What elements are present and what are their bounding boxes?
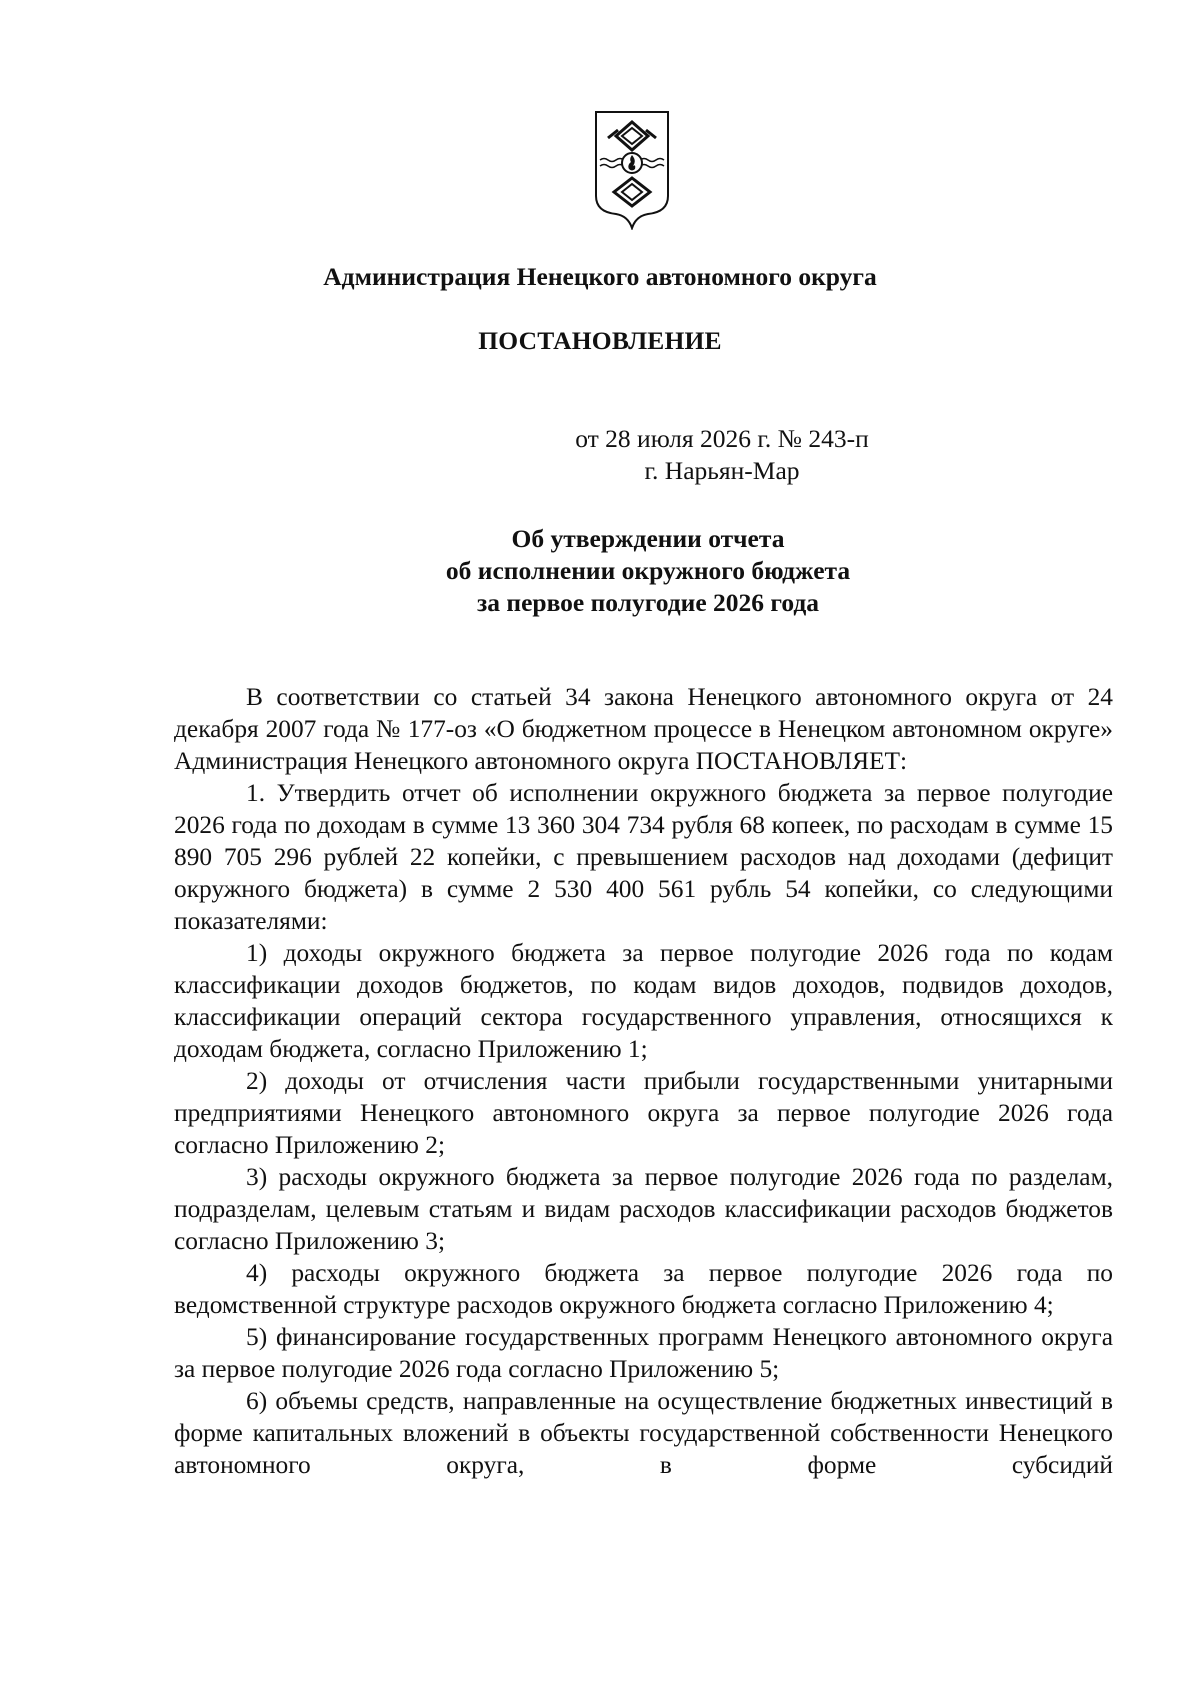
coat-of-arms-icon: [592, 108, 672, 230]
document-date-number: от 28 июля 2026 г. № 243-п: [575, 424, 869, 453]
organization-name: Администрация Ненецкого автономного округа: [323, 262, 877, 291]
body-paragraph: 1. Утвердить отчет об исполнении окружного бюджета за первое полугодие 2026 года по доходам в сумме 13 360 304 734 рубля 68 копеек, по расходам в сумме 15 890 705 296 рублей 22 копейки, с превышением расходов над доходами (дефицит окружного бюджета) в сумме 2 530 400 561 рубль 54 копейки, со следующими показателями:: [174, 779, 1113, 935]
document-body: [174, 681, 1113, 1481]
body-paragraph: В соответствии со статьей 34 закона Ненецкого автономного округа от 24 декабря 2007 года № 177-оз «О бюджетном процессе в Ненецком автономном округе» Администрация Ненецкого автономного округа ПОСТАНОВЛЯЕТ:: [174, 683, 1113, 775]
document-type: ПОСТАНОВЛЕНИЕ: [478, 326, 722, 355]
body-paragraph: 2) доходы от отчисления части прибыли государственными унитарными предприятиями Ненецкого автономного округа за первое полугодие 2026 года согласно Приложению 2;: [174, 1067, 1113, 1159]
document-title: [48, 523, 1200, 619]
document-city: г. Нарьян-Мар: [644, 456, 800, 485]
title-line-3: за первое полугодие 2026 года: [477, 588, 819, 617]
title-line-1: Об утверждении отчета: [511, 524, 785, 553]
body-paragraph: 5) финансирование государственных программ Ненецкого автономного округа за первое полугодие 2026 года согласно Приложению 5;: [174, 1323, 1113, 1383]
body-paragraph: 3) расходы окружного бюджета за первое полугодие 2026 года по разделам, подразделам, целевым статьям и видам расходов классификации расходов бюджетов согласно Приложению 3;: [174, 1163, 1113, 1255]
title-line-2: об исполнении окружного бюджета: [445, 556, 851, 585]
body-paragraph: 1) доходы окружного бюджета за первое полугодие 2026 года по кодам классификации доходов бюджетов, по кодам видов доходов, подвидов доходов, классификации операций сектора государственного управления, относящихся к доходам бюджета, согласно Приложению 1;: [174, 939, 1113, 1063]
body-paragraph: 6) объемы средств, направленные на осуществление бюджетных инвестиций в форме капитальных вложений в объекты государственной собственности Ненецкого автономного округа, в форме субсидий: [174, 1387, 1113, 1479]
body-paragraph: 4) расходы окружного бюджета за первое полугодие 2026 года по ведомственной структуре расходов окружного бюджета согласно Приложению 4;: [174, 1259, 1113, 1319]
